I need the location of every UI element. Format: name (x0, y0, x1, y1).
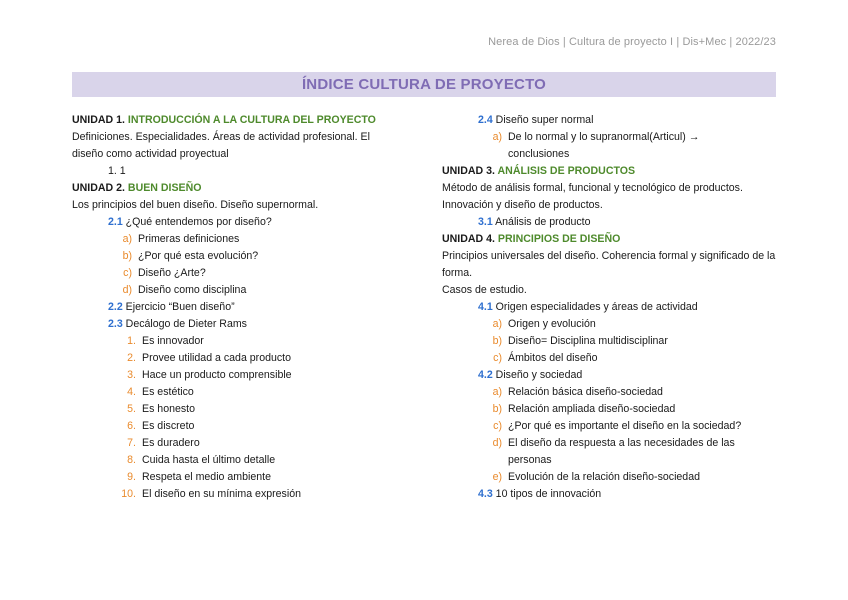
section-4-2 (442, 367, 778, 384)
section-title: ¿Qué entendemos por diseño? (122, 216, 272, 228)
left-column (72, 112, 392, 503)
section-2-1 (72, 214, 392, 231)
section-4-1 (442, 299, 778, 316)
list-item-text: Diseño como disciplina (138, 284, 247, 296)
unit-1-sub: 1. 1 (108, 165, 126, 177)
unit-4-heading (442, 231, 778, 248)
unit-1-description: Definiciones. Especialidades. Áreas de actividad profesional. El diseño como actividad proyectual (72, 131, 370, 160)
section-title: 10 tipos de innovación (492, 488, 602, 500)
list-marker: 5. (127, 403, 136, 415)
list-marker: d) (122, 284, 132, 296)
list-marker: 8. (127, 454, 136, 466)
unit-label: UNIDAD 2. (72, 182, 128, 194)
list-item (72, 401, 392, 418)
list-marker: d) (492, 437, 502, 449)
section-title: Ejercicio “Buen diseño” (122, 301, 235, 313)
list-item-text: Evolución de la relación diseño-sociedad (508, 471, 700, 483)
list-item-text: Primeras definiciones (138, 233, 240, 245)
list-item-text: Hace un producto comprensible (142, 369, 292, 381)
section-number: 3.1 (478, 216, 493, 228)
list-item-text: Cuida hasta el último detalle (142, 454, 276, 466)
unit-4-description-2: Casos de estudio. (442, 284, 527, 296)
section-2-4 (442, 112, 778, 129)
list-marker: 3. (127, 369, 136, 381)
list-marker: c) (123, 267, 132, 279)
list-item-text: Es estético (142, 386, 194, 398)
list-marker: 6. (127, 420, 136, 432)
list-marker: a) (492, 131, 502, 143)
list-item-text: Es duradero (142, 437, 200, 449)
list-marker: e) (492, 471, 502, 483)
list-item (72, 384, 392, 401)
list-item (72, 282, 392, 299)
unit-4-description: Principios universales del diseño. Coherencia formal y significado de la forma. (442, 250, 776, 279)
section-title: Diseño y sociedad (492, 369, 583, 381)
list-item (442, 384, 778, 401)
section-number: 2.4 (478, 114, 493, 126)
unit-1-heading (72, 112, 392, 129)
list-item-text: Es honesto (142, 403, 196, 415)
section-title: Decálogo de Dieter Rams (122, 318, 247, 330)
list-item (442, 350, 778, 367)
list-item-text: El diseño da respuesta a las necesidades de las personas (508, 437, 735, 466)
list-item (442, 401, 778, 418)
list-marker: 10. (121, 488, 136, 500)
list-marker: c) (493, 352, 502, 364)
list-item-text: Relación básica diseño-sociedad (508, 386, 663, 398)
unit-2-description: Los principios del buen diseño. Diseño supernormal. (72, 199, 319, 211)
list-item-text: Es innovador (142, 335, 204, 347)
list-marker: 7. (127, 437, 136, 449)
right-column (442, 112, 778, 503)
section-2-3 (72, 316, 392, 333)
list-marker: 2. (127, 352, 136, 364)
section-title: Análisis de producto (492, 216, 591, 228)
list-marker: b) (122, 250, 132, 262)
unit-label: UNIDAD 1. (72, 114, 128, 126)
list-item-text: El diseño en su mínima expresión (142, 488, 301, 500)
section-2-2 (72, 299, 392, 316)
list-marker: c) (493, 420, 502, 432)
list-marker: 1. (127, 335, 136, 347)
list-item-text: Respeta el medio ambiente (142, 471, 271, 483)
list-item (72, 418, 392, 435)
list-item-text: ¿Por qué es importante el diseño en la sociedad? (508, 420, 742, 432)
section-number: 4.3 (478, 488, 493, 500)
list-item-text: Provee utilidad a cada producto (142, 352, 292, 364)
list-item-text: Diseño ¿Arte? (138, 267, 206, 279)
section-number: 2.3 (108, 318, 123, 330)
section-number: 2.2 (108, 301, 123, 313)
list-item (442, 435, 778, 469)
list-item (72, 350, 392, 367)
list-item-text: Origen y evolución (508, 318, 596, 330)
unit-3-heading (442, 163, 778, 180)
page-header: Nerea de Dios | Cultura de proyecto I | Dis+Mec | 2022/23 (488, 36, 776, 48)
list-item-text: Es discreto (142, 420, 195, 432)
list-item-text: De lo normal y lo supranormal(Articul) → conclusiones (508, 131, 700, 160)
list-item (72, 469, 392, 486)
page-title: ÍNDICE CULTURA DE PROYECTO (301, 76, 547, 93)
section-number: 2.1 (108, 216, 123, 228)
section-3-1 (442, 214, 778, 231)
section-title: Diseño super normal (492, 114, 594, 126)
section-number: 4.1 (478, 301, 493, 313)
unit-3-description: Método de análisis formal, funcional y tecnológico de productos. Innovación y diseño de productos. (442, 182, 743, 211)
list-item (72, 248, 392, 265)
section-number: 4.2 (478, 369, 493, 381)
section-4-3 (442, 486, 778, 503)
list-item (72, 367, 392, 384)
title-bar (72, 72, 776, 97)
list-marker: 9. (127, 471, 136, 483)
unit-name: INTRODUCCIÓN A LA CULTURA DEL PROYECTO (127, 114, 376, 126)
list-marker: b) (492, 335, 502, 347)
unit-name: ANÁLISIS DE PRODUCTOS (497, 165, 636, 177)
unit-2-heading (72, 180, 392, 197)
list-marker: b) (492, 403, 502, 415)
list-item-text: Relación ampliada diseño-sociedad (508, 403, 676, 415)
list-item-text: Diseño= Disciplina multidisciplinar (508, 335, 668, 347)
list-marker: a) (492, 318, 502, 330)
list-item (72, 231, 392, 248)
unit-name: BUEN DISEÑO (127, 182, 202, 194)
list-item-text: ¿Por qué esta evolución? (138, 250, 259, 262)
list-item (442, 333, 778, 350)
list-marker: a) (122, 233, 132, 245)
list-marker: a) (492, 386, 502, 398)
list-item (72, 486, 392, 503)
unit-label: UNIDAD 4. (442, 233, 498, 245)
unit-label: UNIDAD 3. (442, 165, 498, 177)
unit-name: PRINCIPIOS DE DISEÑO (497, 233, 621, 245)
list-item (442, 129, 778, 163)
list-item (72, 265, 392, 282)
list-item (72, 333, 392, 350)
list-item (442, 316, 778, 333)
list-item (442, 469, 778, 486)
list-item (72, 452, 392, 469)
list-item-text: Ámbitos del diseño (508, 352, 598, 364)
list-marker: 4. (127, 386, 136, 398)
list-item (72, 435, 392, 452)
list-item (442, 418, 778, 435)
section-title: Origen especialidades y áreas de actividad (492, 301, 698, 313)
